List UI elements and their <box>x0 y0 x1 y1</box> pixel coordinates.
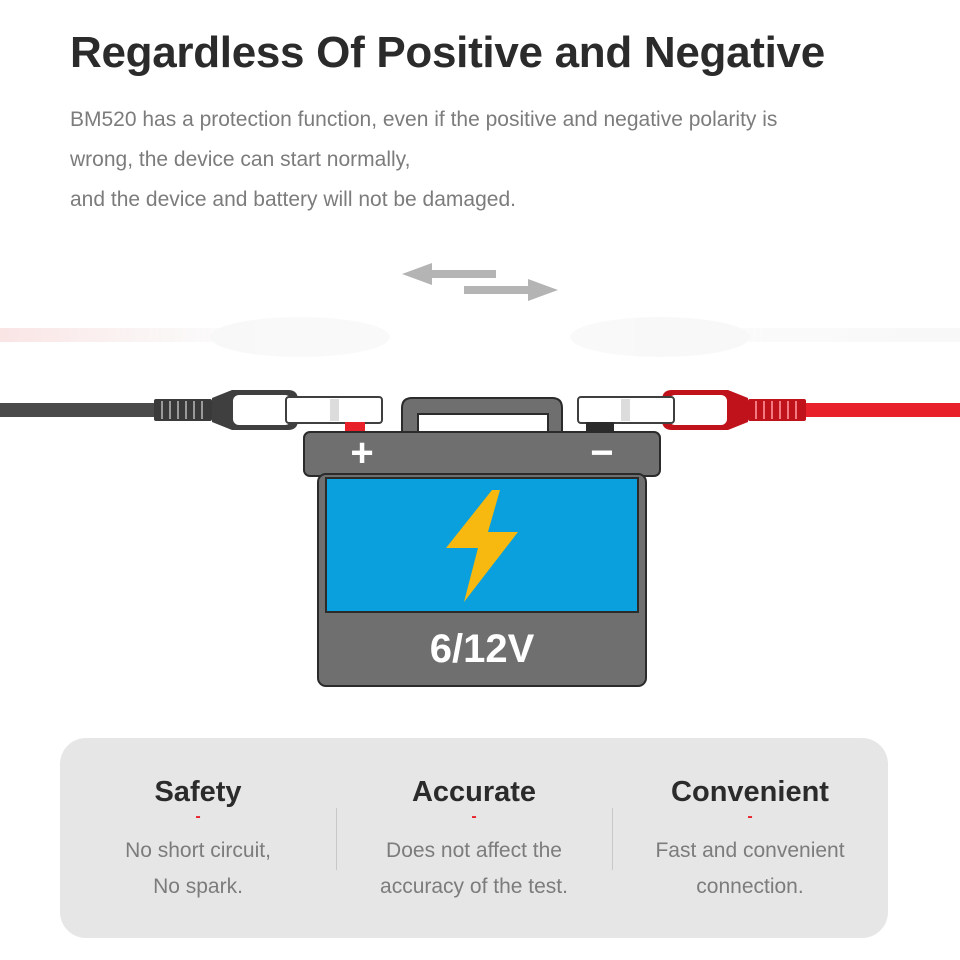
battery <box>304 398 660 686</box>
feature-line: connection. <box>696 875 804 898</box>
feature-convenient <box>612 738 888 938</box>
positive-terminal-symbol: + <box>350 431 374 475</box>
description-line: and the device and battery will not be damaged. <box>70 188 516 211</box>
feature-dash: - <box>747 808 753 825</box>
feature-description <box>60 833 336 905</box>
feature-title: Accurate <box>411 776 537 808</box>
red-cable <box>578 390 960 434</box>
feature-accurate <box>336 738 612 938</box>
feature-description <box>612 833 888 905</box>
description-line: wrong, the device can start normally, <box>70 148 411 171</box>
feature-line: accuracy of the test. <box>380 875 568 898</box>
feature-line: No short circuit, <box>125 839 271 862</box>
battery-illustration <box>0 240 960 710</box>
feature-description <box>336 833 612 905</box>
feature-line: Does not affect the <box>386 839 562 862</box>
feature-safety <box>60 738 336 938</box>
black-cable <box>0 390 382 434</box>
ghost-cables <box>0 317 960 357</box>
negative-terminal-symbol: − <box>590 431 614 475</box>
feature-dash: - <box>471 808 477 825</box>
description-line: BM520 has a protection function, even if the positive and negative polarity is <box>70 108 778 131</box>
feature-dash: - <box>195 808 201 825</box>
swap-arrows-icon <box>402 263 558 301</box>
description <box>70 100 890 220</box>
feature-line: Fast and convenient <box>655 839 845 862</box>
page-title: Regardless Of Positive and Negative <box>70 28 825 77</box>
feature-title: Safety <box>154 776 242 808</box>
voltage-label: 6/12V <box>429 627 535 671</box>
features-panel <box>60 738 888 938</box>
feature-line: No spark. <box>153 875 243 898</box>
feature-title: Convenient <box>671 776 829 808</box>
